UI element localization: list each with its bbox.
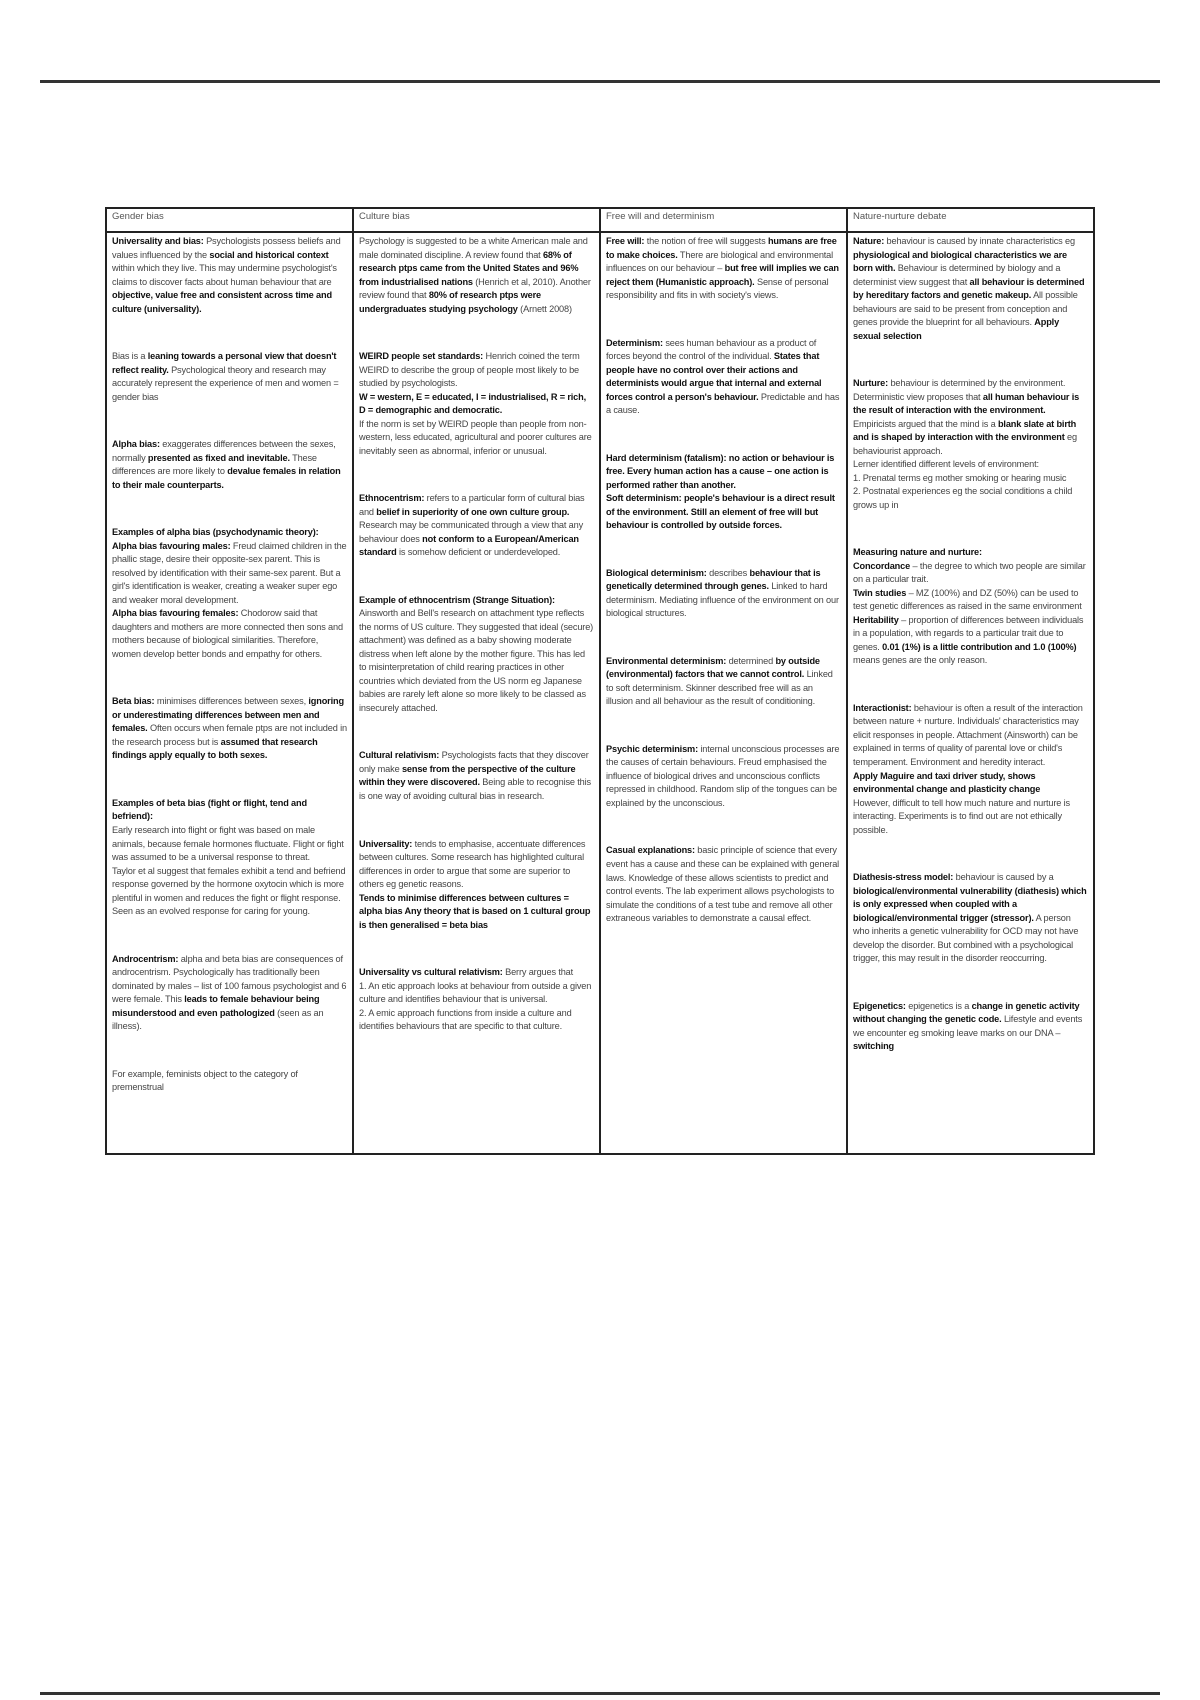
bold-term: Twin studies [853, 587, 907, 598]
bold-term: Universality: [359, 838, 413, 849]
note-text: (seen as an illness). [112, 1007, 324, 1032]
note-text: Linked to soft determinism. Skinner described free will as an illusion and all behaviour as the result of conditioning. [606, 669, 833, 707]
note-text: is somehow deficient or underdeveloped. [396, 547, 561, 558]
note-paragraph [853, 614, 1088, 668]
bold-term: Diathesis-stress model: [853, 872, 954, 883]
note-text: minimises differences between sexes, [154, 696, 309, 707]
note-text: (Henrich et al, 2010). Another review found that [359, 276, 591, 301]
note-text: behaviour is caused by innate characteristics eg [884, 236, 1075, 246]
note-paragraph [606, 743, 841, 811]
bold-term: change in genetic activity without changing the genetic code. [853, 1000, 1080, 1025]
note-text: Psychologists possess beliefs and values influenced by the [112, 236, 341, 260]
bold-term: Cultural relativism: [359, 750, 440, 761]
note-text: internal unconscious processes are the causes of certain behaviours. Freud emphasised the influence of biological drives and unconscious conflicts repressed in childhood. Random slip of the tongues can be explained by the unconscious. [606, 743, 840, 808]
content-row [106, 232, 1094, 1154]
bold-term: Measuring nature and nurture: [853, 547, 982, 558]
bold-term: 80% of research ptps were undergraduates studying psychology [359, 290, 541, 314]
bold-term: Example of ethnocentrism (Strange Situation): [359, 594, 555, 605]
note-text: within which they live. This may undermine psychologist's claims to discover facts about human behaviour that are [112, 263, 337, 287]
bold-term: all human behaviour is the result of interaction with the environment. [853, 391, 1080, 416]
bold-term: Epigenetics: [853, 1000, 906, 1011]
nature-nurture-cell [847, 232, 1094, 1154]
note-paragraph [359, 838, 594, 892]
note-text: – MZ (100%) and DZ (50%) can be used to test genetic differences as raised in the same environment [853, 587, 1082, 612]
note-text: behaviour is often a result of the interaction between nature + nurture. Individuals' characteristics may elicit responses in people. Attachment (Ainsworth) can be explained in terms of quality of parental love or child's temperament. Environment and heredity interact. [853, 702, 1083, 767]
bold-term: assumed that research findings apply equally to both sexes. [112, 736, 318, 761]
bold-term: Nurture: [853, 378, 889, 389]
bold-term: Examples of alpha bias (psychodynamic theory): [112, 527, 319, 538]
note-text: Lerner identified different levels of environment: [853, 459, 1039, 470]
note-paragraph [359, 749, 594, 803]
note-text: Psychologists facts that they discover only make [359, 750, 589, 774]
note-text: These differences are more likely to [112, 452, 317, 477]
note-text: Bias is a [112, 351, 148, 362]
bold-term: WEIRD people set standards: [359, 351, 484, 362]
bold-term: Free will: [606, 236, 645, 246]
note-paragraph [359, 980, 594, 1007]
bold-term: Apply Maguire and taxi driver study, shows environmental change and plasticity change [853, 770, 1041, 795]
top-rule [40, 80, 1160, 83]
note-paragraph [853, 1000, 1088, 1054]
header-row [106, 208, 1094, 232]
note-paragraph [112, 824, 347, 865]
column-header-gender-bias: Gender bias [106, 208, 353, 232]
free-will-cell [600, 232, 847, 1154]
bold-term: Examples of beta bias (fight or flight, tend and befriend): [112, 797, 307, 822]
note-text: – the degree to which two people are similar on a particular trait. [853, 560, 1086, 585]
note-text: 2. Postnatal experiences eg the social conditions a child grows up in [853, 486, 1073, 510]
note-text: means genes are the only reason. [853, 655, 988, 666]
note-paragraph [112, 526, 347, 540]
note-text: behaviour is determined by the environment. Deterministic view proposes that [853, 378, 1066, 402]
note-text: Freud claimed children in the phallic stage, desire their opposite-sex parent. This is resolved by identification with their same-sex parent. But a girl's identification is weaker, creating a weaker super ego and weaker moral development. [112, 540, 347, 605]
bold-term: 68% of research ptps came from the United States and 96% from industrialised nations [359, 249, 579, 287]
bold-term: Hard determinism (fatalism): no action or behaviour is free. Every human action has a cause – one action is performed rather than another. [606, 452, 835, 490]
note-paragraph [359, 492, 594, 560]
note-paragraph [853, 458, 1088, 472]
note-paragraph [606, 235, 841, 303]
note-paragraph [853, 472, 1088, 486]
note-text: Henrich coined the term WEIRD to describe the group of people most likely to be studied by psychologists. [359, 351, 580, 389]
bold-term: Beta bias: [112, 696, 155, 707]
note-text: Psychological theory and research may accurately represent the experience of men and women = gender bias [112, 364, 339, 402]
note-paragraph [853, 560, 1088, 587]
note-text: All possible behaviours are said to be present from conception and genes provide the blueprint for all behaviours. [853, 290, 1078, 328]
note-text: (Arnett 2008) [517, 303, 572, 314]
note-paragraph [359, 1007, 594, 1034]
bold-term: Universality and bias: [112, 236, 204, 246]
bold-term: Tends to minimise differences between cultures = alpha bias Any theory that is based on 1 cultural group is then generalised = beta bias [359, 892, 591, 930]
bold-term: Universality vs cultural relativism: [359, 967, 503, 978]
note-paragraph [606, 452, 841, 493]
bold-term: behaviour that is genetically determined through genes. [606, 567, 821, 592]
note-paragraph [112, 797, 347, 824]
note-text: Berry argues that [502, 967, 574, 978]
note-paragraph [359, 391, 594, 418]
note-text: 1. An etic approach looks at behaviour from outside a given culture and identifies behaviour that is universal. [359, 980, 592, 1005]
bold-term: belief in superiority of one own culture group. [376, 506, 570, 517]
note-paragraph [112, 350, 347, 404]
bold-term: Ethnocentrism: [359, 493, 425, 504]
note-paragraph [359, 966, 594, 980]
note-text: Research may be communicated through a view that any behaviour does [359, 520, 584, 544]
bold-term: leaning towards a personal view that doesn't reflect reality. [112, 351, 337, 375]
note-text: Empiricists argued that the mind is a [853, 418, 998, 429]
bold-term: not conform to a European/American standard [359, 533, 579, 558]
note-text: exaggerates differences between the sexes, normally [112, 439, 336, 463]
culture-bias-cell [353, 232, 600, 1154]
bold-term: sense from the perspective of the culture within they were discovered. [359, 763, 576, 788]
note-paragraph [853, 235, 1088, 343]
note-paragraph [606, 655, 841, 709]
bold-term: Androcentrism: [112, 953, 179, 964]
note-text: Ainsworth and Bell's research on attachment type reflects the norms of US culture. They suggested that ideal (secure) attachment) was defined as a baby showing moderate distress when left alone by the mother figure. This has led to misinterpretation of child rearing practices in other countries which deviated from the US norm eg Japanese babies are rarely left alone so more likely to be classed as insecurely attached. [359, 608, 594, 713]
bold-term: switching [853, 1041, 895, 1052]
note-paragraph [359, 350, 594, 391]
note-paragraph [606, 844, 841, 925]
bold-term: presented as fixed and inevitable. [147, 452, 290, 463]
bold-term: Alpha bias favouring males: [112, 540, 231, 551]
note-text: Psychology is suggested to be a white American male and male dominated discipline. A review found that [359, 236, 588, 260]
note-paragraph [359, 892, 594, 933]
note-paragraph [359, 235, 594, 316]
bold-term: Environmental determinism: [606, 655, 727, 666]
note-paragraph [606, 337, 841, 418]
bold-term: devalue females in relation to their male counterparts. [112, 466, 341, 490]
note-paragraph [606, 492, 841, 533]
bold-term: social and historical context [209, 249, 329, 260]
note-paragraph [112, 235, 347, 316]
bold-term: Alpha bias: [112, 439, 160, 450]
bold-term: humans are free to make choices. [606, 236, 837, 260]
note-paragraph [112, 953, 347, 1034]
note-paragraph [359, 594, 594, 716]
bold-term: Nature: [853, 236, 885, 246]
note-text: 2. A emic approach functions from inside a culture and identifies behaviours that are specific to that culture. [359, 1007, 572, 1032]
note-text: describes [706, 567, 750, 578]
bold-term: Concordance [853, 560, 911, 571]
note-text: Often occurs when female ptps are not included in the research process but is [112, 723, 347, 747]
bold-term: physiological and biological characteristics we are born with. [853, 249, 1067, 274]
bold-term: objective, value free and consistent across time and culture (universality). [112, 290, 332, 314]
bold-term: Alpha bias favouring females: [112, 608, 239, 619]
bold-term: by outside (environmental) factors that we cannot control. [606, 655, 820, 680]
bold-term: ignoring or underestimating differences between men and females. [112, 696, 344, 734]
note-text: 1. Prenatal terms eg mother smoking or hearing music [853, 472, 1067, 483]
bold-term: Soft determinism: people's behaviour is a direct result of the environment. Still an element of free will but behaviour is controlled by outside forces. [606, 493, 835, 531]
bold-term: 0.01 (1%) is a little contribution and 1.0 (100%) [882, 641, 1077, 652]
note-text: Linked to hard determinism. Mediating influence of the environment on our biological structures. [606, 581, 839, 619]
note-paragraph [853, 546, 1088, 560]
note-paragraph [853, 702, 1088, 770]
column-header-culture-bias: Culture bias [353, 208, 600, 232]
bold-term: leads to female behaviour being misunderstood and even pathologized [112, 994, 320, 1018]
bold-term: W = western, E = educated, I = industrialised, R = rich, D = demographic and democratic. [359, 391, 586, 416]
note-text: Chodorow said that daughters and mothers are more connected then sons and mothers because of biological similarities. Therefore, women develop better bonds and empathy for others. [112, 608, 343, 659]
bottom-rule [40, 1692, 1160, 1695]
note-paragraph [853, 871, 1088, 966]
note-paragraph [112, 540, 347, 608]
note-text: Being able to recognise this is one way of avoiding cultural bias in research. [359, 777, 591, 801]
note-paragraph [112, 865, 347, 919]
bold-term: Casual explanations: [606, 845, 695, 856]
note-paragraph [359, 418, 594, 459]
note-text: For example, feminists object to the category of premenstrual [112, 1068, 298, 1093]
bold-term: Interactionist: [853, 702, 912, 713]
note-paragraph [853, 770, 1088, 797]
note-paragraph [853, 797, 1088, 838]
note-text: Early research into flight or fight was based on male animals, because female hormones fluctuate. Flight or fight was assumed to be a universal response to threat. [112, 824, 344, 863]
note-paragraph [853, 485, 1088, 512]
note-text: Taylor et al suggest that females exhibit a tend and befriend response governed by the hormone oxytocin which is more plentiful in women and reduces the fight or flight response. Seen as an evolved response for caring for young. [112, 865, 346, 917]
note-text: Lifestyle and events we encounter eg smoking leave marks on our DNA – [853, 1014, 1083, 1038]
note-text: A person who inherits a genetic vulnerability for OCD may not have develop the disorder. But combined with a psychological trigger, this may result in the disorder reoccurring. [853, 912, 1079, 964]
note-text: refers to a particular form of cultural bias and [359, 493, 585, 517]
note-text: determined [726, 655, 776, 666]
bold-term: Heritability [853, 614, 899, 625]
note-text: Sense of personal responsibility and fits in with society's views. [606, 276, 829, 301]
gender-bias-cell [106, 232, 353, 1154]
bold-term: all behaviour is determined by hereditary factors and genetic makeup. [853, 276, 1085, 301]
note-text: However, difficult to tell how much nature and nurture is interacting. Experiments is to find out are not ethically possible. [853, 797, 1071, 835]
note-paragraph [112, 695, 347, 763]
note-text: eg behaviourist approach. [853, 432, 1077, 456]
note-text: the notion of free will suggests [644, 236, 768, 246]
note-text: epigenetics is a [905, 1000, 972, 1011]
note-paragraph [606, 567, 841, 621]
note-text: Behaviour is determined by biology and a determinist view suggest that [853, 263, 1061, 287]
note-text: sees human behaviour as a product of forces beyond the control of the individual. [606, 337, 817, 362]
bold-term: Biological determinism: [606, 567, 707, 578]
note-text: tends to emphasise, accentuate differences between cultures. Some research has highlighted cultural differences in order to argue that some are superior to others eg genetic reasons. [359, 838, 586, 890]
bold-term: Determinism: [606, 337, 663, 348]
note-text: There are biological and environmental influences on our behaviour – [606, 249, 834, 274]
bold-term: blank slate at birth and is shaped by interaction with the environment [853, 418, 1077, 443]
note-paragraph [112, 607, 347, 661]
note-text: If the norm is set by WEIRD people than people from non-western, less educated, agricultural and poorer cultures are inevitably seen as abnormal, inferior or unusual. [359, 418, 592, 456]
bold-term: biological/environmental vulnerability (diathesis) which is only expressed when coupled with a biological/environmental trigger (stressor). [853, 885, 1087, 923]
revision-notes-table [105, 207, 1095, 1155]
note-text: behaviour is caused by a [953, 872, 1054, 883]
note-text: Predictable and has a cause. [606, 391, 840, 416]
column-header-free-will: Free will and determinism [600, 208, 847, 232]
column-header-nature-nurture: Nature-nurture debate [847, 208, 1094, 232]
bold-term: Apply sexual selection [853, 317, 1060, 341]
bold-term: but free will implies we can reject them (Humanistic approach). [606, 263, 839, 287]
note-paragraph [112, 438, 347, 492]
note-paragraph [853, 377, 1088, 458]
note-text: basic principle of science that every event has a cause and these can be explained with general laws. Knowledge of these allows scientists to predict and control events. The lab experiment allows psychologists to simulate the conditions of a test tube and remove all other extraneous variables to demonstrate a causal effect. [606, 845, 840, 924]
bold-term: Psychic determinism: [606, 743, 698, 754]
note-text: alpha and beta bias are consequences of androcentrism. Psychologically has traditionally been dominated by males – list of 100 famous psychologist and 6 were female. This [112, 953, 347, 1005]
note-text: – proportion of differences between individuals in a population, with regards to a particular trait due to genes. [853, 614, 1084, 652]
note-paragraph [112, 1068, 347, 1095]
note-paragraph [853, 587, 1088, 614]
bold-term: States that people have no control over their actions and determinists would argue that internal and external forces control a person's behaviour. [606, 351, 822, 402]
